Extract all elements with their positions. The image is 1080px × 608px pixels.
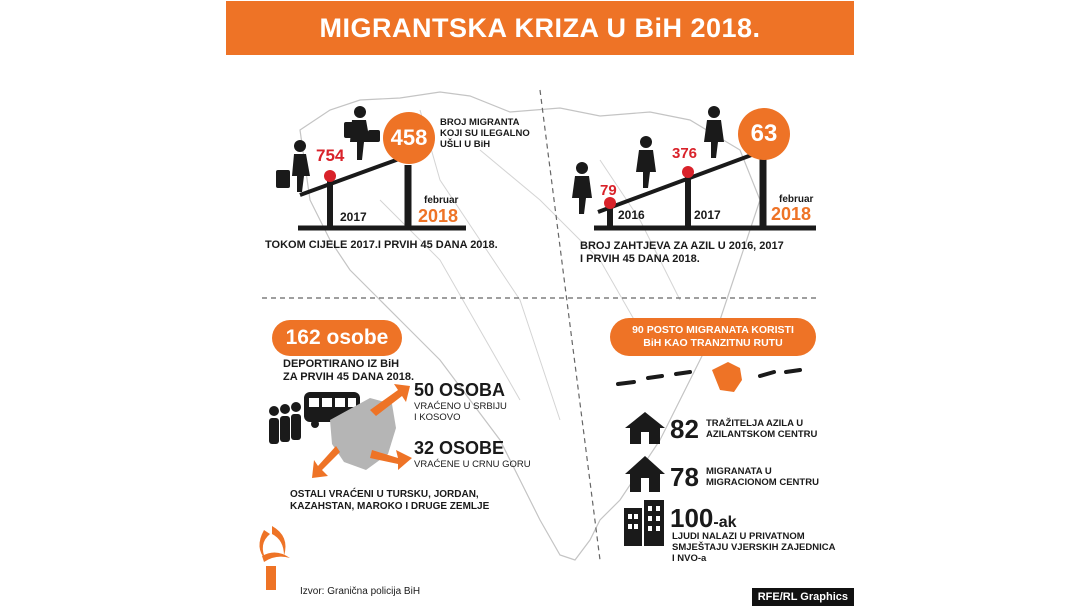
- illegal-desc-line-2: KOJI SU ILEGALNO: [440, 127, 530, 139]
- illegal-desc-line-1: BROJ MIGRANTA: [440, 117, 520, 128]
- others-desc-line-1: OSTALI VRAĆENI U TURSKU, JORDAN,: [290, 489, 479, 500]
- asylum-value-2016: 79: [600, 182, 617, 199]
- private-housing-description: [672, 532, 835, 565]
- asylum-center-desc-line-1: TRAŽITELJA AZILA U: [706, 418, 804, 429]
- vertical-divider: [540, 90, 600, 560]
- serbia-count: 50 OSOBA: [414, 380, 506, 400]
- illegal-value-2018: 458: [390, 125, 428, 150]
- serbia-desc-line-2: I KOSOVO: [414, 411, 461, 423]
- footsteps-route-icon: [618, 370, 800, 384]
- asylum-caption: [580, 240, 784, 265]
- source-note: Izvor: Granična policija BiH: [300, 586, 421, 597]
- people-group-icon: [269, 402, 301, 444]
- private-housing-building-icon: [624, 500, 664, 546]
- transit-pill-line-2: BiH KAO TRANZITNU RUTU: [643, 337, 783, 349]
- asylum-center-count: 82: [670, 414, 699, 444]
- page-title: MIGRANTSKA KRIZA U BiH 2018.: [319, 12, 761, 43]
- rferl-torch-logo: [259, 526, 290, 590]
- illegal-value-2018-bubble: [383, 112, 435, 164]
- illegal-description: [440, 118, 530, 151]
- asylum-caption-line-1: BROJ ZAHTJEVA ZA AZIL U 2016, 2017: [580, 240, 784, 252]
- asylum-dot-2017: [682, 166, 694, 178]
- private-housing-desc-line-3: I NVO-a: [672, 552, 707, 564]
- deported-desc-line-2: ZA PRVIH 45 DANA 2018.: [283, 370, 415, 383]
- deported-count: 162: [285, 326, 321, 349]
- private-housing-desc-line-1: LJUDI NALAZI U PRIVATNOM: [672, 531, 805, 542]
- illegal-year-2018: 2018: [418, 206, 459, 226]
- private-housing-suffix: -ak: [713, 514, 737, 531]
- montenegro-count: 32 OSOBE: [414, 438, 505, 458]
- asylum-center-description: [706, 419, 817, 441]
- title-bar: [226, 1, 854, 55]
- asylum-value-2018-bubble: [738, 108, 790, 160]
- asylum-month: februar: [779, 194, 814, 205]
- private-housing-count-wrap: [670, 504, 737, 534]
- serbia-desc-line-1: VRAĆENO U SRBIJU: [414, 401, 507, 412]
- illegal-desc-line-3: UŠLI U BiH: [440, 138, 491, 150]
- deported-desc-line-1: DEPORTIRANO IZ BiH: [283, 358, 400, 370]
- deported-count-pill: [272, 320, 402, 356]
- asylum-center-desc-line-2: AZILANTSKOM CENTRU: [706, 428, 818, 440]
- walking-migrant-icon-2: [636, 136, 656, 188]
- private-housing-desc-line-2: SMJEŠTAJU VJERSKIH ZAJEDNICA: [672, 541, 836, 553]
- asylum-caption-line-2: I PRVIH 45 DANA 2018.: [580, 252, 700, 265]
- bih-route-mini-map: [712, 362, 742, 392]
- migration-center-desc-line-2: MIGRACIONOM CENTRU: [706, 476, 819, 488]
- asylum-value-2017: 376: [672, 145, 698, 162]
- walking-migrant-icon-1: [572, 162, 592, 214]
- serbia-description: [414, 402, 507, 424]
- migrant-with-suitcase-icon: [276, 140, 310, 192]
- asylum-center-house-icon: [625, 412, 665, 444]
- migration-center-count: 78: [670, 462, 699, 492]
- migration-center-description: [706, 467, 819, 489]
- migrant-with-bags-icon: [344, 106, 380, 160]
- illegal-month: februar: [424, 195, 459, 206]
- illegal-dot-2017: [324, 170, 336, 182]
- walking-migrant-icon-3: [704, 106, 724, 158]
- transit-pill-line-1: 90 POSTO MIGRANATA KORISTI: [632, 323, 794, 336]
- montenegro-description: VRAĆENE U CRNU GORU: [414, 459, 531, 470]
- others-description: [290, 489, 489, 512]
- private-housing-count: 100: [670, 503, 714, 533]
- transit-pill: [610, 318, 816, 356]
- illegal-value-2017: 754: [316, 146, 345, 165]
- migration-center-desc-line-1: MIGRANATA U: [706, 466, 772, 477]
- others-desc-line-2: KAZAHSTAN, MAROKO I DRUGE ZEMLJE: [290, 500, 490, 512]
- asylum-value-2018: 63: [750, 120, 778, 147]
- asylum-year-2018: 2018: [771, 204, 812, 224]
- deported-description: [283, 358, 414, 383]
- asylum-year-2016: 2016: [618, 208, 645, 222]
- migration-center-house-icon: [625, 456, 665, 492]
- illegal-year-2017: 2017: [340, 210, 367, 224]
- arrow-to-others-icon: [312, 446, 340, 478]
- asylum-year-2017: 2017: [694, 208, 721, 222]
- illegal-caption: TOKOM CIJELE 2017.I PRVIH 45 DANA 2018.: [265, 239, 498, 251]
- deported-unit: osobe: [326, 326, 389, 349]
- credit-badge: RFE/RL Graphics: [752, 588, 854, 606]
